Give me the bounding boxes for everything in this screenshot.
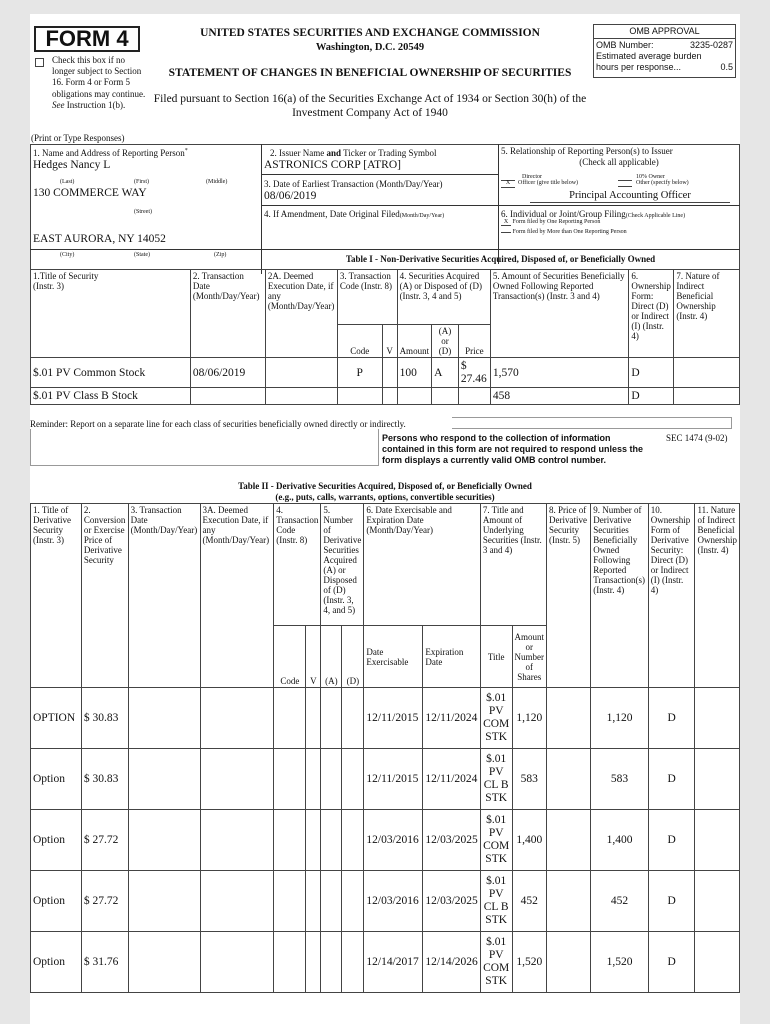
t2-r3-exer: 12/03/2016 — [364, 871, 423, 932]
t1-h2a: 2A. Deemed Execution Date, if any (Month/Day/Year) — [265, 270, 337, 358]
t2-r3-code — [274, 871, 306, 932]
street-label: (Street) — [134, 209, 152, 215]
t2-r0-d — [342, 688, 364, 749]
t2-r2-form: D — [648, 810, 695, 871]
t1-r0-price: 27.46 — [460, 372, 487, 385]
t2-r4-a — [321, 932, 342, 993]
t1-sub-amount: Amount — [397, 325, 432, 358]
t2-sub-v: V — [306, 626, 321, 688]
box1-star: * — [184, 148, 188, 154]
omb-approval-box — [593, 24, 736, 78]
t1-r0-aord: A — [432, 358, 459, 388]
officer-label: Officer (give title below) — [518, 180, 579, 186]
t2-h1: 1. Title of Derivative Security (Instr. 3) — [31, 504, 82, 688]
t2-r0-a — [321, 688, 342, 749]
box4-label-text: 4. If Amendment, Date Original Filed — [264, 209, 400, 219]
omb-title: OMB APPROVAL — [594, 25, 735, 39]
reporting-person-name: Hedges Nancy L — [33, 159, 111, 171]
first-label: (First) — [134, 179, 149, 185]
t2-r3-price: $ 27.72 — [81, 871, 128, 932]
t1-r0-form: D — [629, 358, 674, 388]
table-row — [31, 749, 740, 810]
checkbox-instr: Instruction 1(b). — [66, 99, 126, 110]
t2-r0-deemed — [200, 688, 274, 749]
t1-r1-nature — [674, 388, 740, 405]
one-person-row[interactable] — [501, 219, 600, 226]
t1-r0-code: P — [337, 358, 382, 388]
t2-h3: 3. Transaction Date (Month/Day/Year) — [128, 504, 200, 688]
t2-r3-d — [342, 871, 364, 932]
box5-sub: (Check all applicable) — [579, 157, 659, 167]
more-person-label: Form filed by More than One Reporting Person — [512, 229, 627, 235]
box4-label — [264, 209, 444, 219]
omb-hours: 0.5 — [720, 62, 733, 72]
t1-h7: 7. Nature of Indirect Beneficial Ownership (Instr. 4) — [674, 270, 740, 358]
t1-h5: 5. Amount of Securities Beneficially Owned Following Reported Transaction(s) (Instr. 3 and 4) — [490, 270, 628, 358]
reminder-box-right — [452, 417, 732, 429]
t2-h10: 10. Ownership Form of Derivative Security: Direct (D) or Indirect (I) (Instr. 4) — [648, 504, 695, 688]
table1-title: Table I - Non-Derivative Securities Acquired, Disposed of, or Beneficially Owned — [345, 254, 656, 264]
t2-sub-exp: Expiration Date — [423, 626, 480, 688]
t1-r0-title: $.01 PV Common Stock — [31, 358, 191, 388]
one-person-label: Form filed by One Reporting Person — [512, 219, 601, 225]
t1-r1-owned: 458 — [490, 388, 628, 405]
t2-r0-owned: 1,120 — [591, 688, 649, 749]
sec-code: SEC 1474 (9-02) — [666, 433, 728, 443]
no-longer-subject-checkbox[interactable] — [35, 58, 44, 67]
more-person-row[interactable] — [501, 227, 627, 235]
officer-title: Principal Accounting Officer — [530, 190, 730, 203]
t1-sub-v: V — [382, 325, 397, 358]
t2-r2-a — [321, 810, 342, 871]
t2-r4-title: Option — [31, 932, 82, 993]
t2-h9: 9. Number of Derivative Securities Beneficially Owned Following Reported Transaction(s) (Instr. 4) — [591, 504, 649, 688]
omb-number-label: OMB Number: — [596, 40, 654, 50]
t2-r0-nature — [695, 688, 740, 749]
t2-r3-a — [321, 871, 342, 932]
agency-location: Washington, D.C. 20549 — [315, 42, 425, 53]
t2-r2-date — [128, 810, 200, 871]
t2-r2-price: $ 27.72 — [81, 810, 128, 871]
box4-label-suffix: (Month/Day/Year) — [399, 213, 445, 219]
t2-r2-title: Option — [31, 810, 82, 871]
box2-label-b: and — [326, 148, 341, 158]
earliest-transaction-date: 08/06/2019 — [264, 190, 317, 202]
more-person-mark — [501, 227, 511, 233]
t2-r2-exer: 12/03/2016 — [364, 810, 423, 871]
box6-label-text: 6. Individual or Joint/Group Filing — [501, 209, 626, 219]
t2-r2-nature — [695, 810, 740, 871]
t1-r0-owned: 1,570 — [490, 358, 628, 388]
t1-r1-code — [337, 388, 382, 405]
t2-r4-d — [342, 932, 364, 993]
table2-title: Table II - Derivative Securities Acquired, Disposed of, or Beneficially Owned — [238, 481, 532, 491]
divider — [261, 205, 740, 206]
t2-r1-form: D — [648, 749, 695, 810]
t2-r2-exp: 12/03/2025 — [423, 810, 480, 871]
table-row — [31, 810, 740, 871]
t2-r4-v — [306, 932, 321, 993]
t2-r0-code — [274, 688, 306, 749]
t2-r1-ul-amount: 583 — [512, 749, 547, 810]
table-row — [31, 932, 740, 993]
t2-r1-d — [342, 749, 364, 810]
t1-r0-amount: 100 — [397, 358, 432, 388]
one-person-mark: X — [501, 219, 511, 226]
t2-r3-exp: 12/03/2025 — [423, 871, 480, 932]
t2-r4-deemed — [200, 932, 274, 993]
t1-r1-title: $.01 PV Class B Stock — [31, 388, 191, 405]
box3-label: 3. Date of Earliest Transaction (Month/Day/Year) — [264, 179, 443, 189]
box6-label-suffix: (Check Applicable Line) — [625, 213, 686, 219]
owner-label: 10% Owner — [636, 174, 665, 180]
box1-label-text: 1. Name and Address of Reporting Person — [33, 148, 185, 158]
table2-subtitle: (e.g., puts, calls, warrants, options, convertible securities) — [275, 492, 495, 502]
director-label: Director — [522, 174, 542, 180]
divider — [261, 249, 740, 250]
divider — [30, 249, 261, 250]
t1-r1-amount — [397, 388, 432, 405]
t2-h6: 6. Date Exercisable and Expiration Date (Month/Day/Year) — [364, 504, 480, 626]
t2-r1-exp: 12/11/2024 — [423, 749, 480, 810]
t2-r3-deriv-price — [547, 871, 591, 932]
city-label: (City) — [60, 252, 75, 258]
t1-sub-code: Code — [337, 325, 382, 358]
t2-r4-date — [128, 932, 200, 993]
t2-r3-ul-title: $.01 PV CL B STK — [480, 871, 512, 932]
t1-r1-deemed — [265, 388, 337, 405]
t2-sub-d: (D) — [342, 626, 364, 688]
t2-h3a: 3A. Deemed Execution Date, if any (Month/Day/Year) — [200, 504, 274, 688]
reporting-city-state-zip: EAST AURORA, NY 14052 — [33, 233, 166, 245]
t1-sub-price: Price — [458, 325, 490, 358]
other-line[interactable] — [618, 180, 632, 187]
t2-sub-code: Code — [274, 626, 306, 688]
t1-h2: 2. Transaction Date (Month/Day/Year) — [190, 270, 265, 358]
t2-sub-title: Title — [480, 626, 512, 688]
t2-r0-v — [306, 688, 321, 749]
t2-r1-exer: 12/11/2015 — [364, 749, 423, 810]
t2-r2-deemed — [200, 810, 274, 871]
t2-r0-exer: 12/11/2015 — [364, 688, 423, 749]
t2-r1-price: $ 30.83 — [81, 749, 128, 810]
t2-r1-deemed — [200, 749, 274, 810]
t2-h7: 7. Title and Amount of Underlying Securities (Instr. 3 and 4) — [480, 504, 546, 626]
t2-r3-owned: 452 — [591, 871, 649, 932]
t2-r4-ul-title: $.01 PV COM STK — [480, 932, 512, 993]
box2-label — [270, 148, 437, 158]
table-row — [31, 688, 740, 749]
reminder-text: Reminder: Report on a separate line for each class of securities beneficially owned directly or indirectly. — [30, 419, 406, 429]
t2-r2-d — [342, 810, 364, 871]
t2-r3-ul-amount: 452 — [512, 871, 547, 932]
form-title: FORM 4 — [34, 26, 140, 52]
t2-r2-code — [274, 810, 306, 871]
t2-r0-exp: 12/11/2024 — [423, 688, 480, 749]
t2-r0-form: D — [648, 688, 695, 749]
t2-r3-date — [128, 871, 200, 932]
t2-r1-title: Option — [31, 749, 82, 810]
omb-hours-label: hours per response... — [596, 62, 682, 72]
issuer-name: ASTRONICS CORP [ATRO] — [264, 159, 401, 171]
t1-h1-cell — [31, 270, 191, 358]
t2-r4-exp: 12/14/2026 — [423, 932, 480, 993]
print-note: (Print or Type Responses) — [31, 133, 125, 143]
t1-r0-price-sym: $ — [460, 359, 467, 372]
table-row — [31, 388, 740, 405]
reporting-address: 130 COMMERCE WAY — [33, 187, 147, 199]
officer-mark[interactable]: X — [501, 180, 515, 188]
t1-h1b: (Instr. 3) — [33, 281, 64, 291]
table1-header-row — [31, 270, 740, 325]
t2-r4-owned: 1,520 — [591, 932, 649, 993]
t2-r3-form: D — [648, 871, 695, 932]
other-label: Other (specify below) — [636, 180, 689, 186]
zip-label: (Zip) — [214, 252, 227, 258]
t2-r1-a — [321, 749, 342, 810]
t2-r1-nature — [695, 749, 740, 810]
t2-r2-deriv-price — [547, 810, 591, 871]
t2-r4-price: $ 31.76 — [81, 932, 128, 993]
filed-pursuant-line1: Filed pursuant to Section 16(a) of the Securities Exchange Act of 1934 or Section 30(h) of the — [153, 93, 587, 105]
checkbox-text-main: Check this box if no longer subject to Section 16. Form 4 or Form 5 obligations may continue. — [52, 55, 146, 99]
reminder-box-left — [30, 429, 379, 466]
t2-sub-a: (A) — [321, 626, 342, 688]
t2-r3-nature — [695, 871, 740, 932]
t1-r1-price — [458, 388, 490, 405]
t1-h6: 6. Ownership Form: Direct (D) or Indirect (I) (Instr. 4) — [629, 270, 674, 358]
t1-r1-v — [382, 388, 397, 405]
form-page — [30, 14, 740, 1024]
last-label: (Last) — [60, 179, 75, 185]
t1-r1-form: D — [629, 388, 674, 405]
t2-h11: 11. Nature of Indirect Beneficial Ownership (Instr. 4) — [695, 504, 740, 688]
middle-label: (Middle) — [206, 179, 228, 185]
t2-h8: 8. Price of Derivative Security (Instr. 5) — [547, 504, 591, 688]
t1-r0-date: 08/06/2019 — [190, 358, 265, 388]
t1-h1: 1.Title of Security — [33, 271, 99, 281]
table2-header-row — [31, 504, 740, 626]
t2-r2-ul-amount: 1,400 — [512, 810, 547, 871]
box2-label-c: Ticker or Trading Symbol — [341, 148, 437, 158]
omb-burden-label: Estimated average burden — [596, 51, 702, 61]
t2-r4-ul-amount: 1,520 — [512, 932, 547, 993]
omb-number: 3235-0287 — [689, 40, 733, 50]
table2 — [30, 503, 740, 993]
t2-r1-ul-title: $.01 PV CL B STK — [480, 749, 512, 810]
box5-label: 5. Relationship of Reporting Person(s) to Issuer — [501, 146, 673, 156]
table1 — [30, 269, 740, 405]
t2-r3-v — [306, 871, 321, 932]
t2-r1-date — [128, 749, 200, 810]
t2-r4-exer: 12/14/2017 — [364, 932, 423, 993]
divider — [261, 174, 498, 175]
omb-hours-row — [594, 62, 735, 73]
t1-h3: 3. Transaction Code (Instr. 8) — [337, 270, 397, 325]
box1-label — [33, 148, 188, 158]
omb-number-row — [594, 39, 735, 51]
table-row — [31, 358, 740, 388]
state-label: (State) — [134, 252, 150, 258]
box6-label — [501, 209, 685, 219]
persons-notice: Persons who respond to the collection of information contained in this form are not required to respond unless the form displays a currently valid OMB control number. — [382, 433, 644, 465]
t1-h4: 4. Securities Acquired (A) or Disposed of (D) (Instr. 3, 4 and 5) — [397, 270, 490, 325]
t1-sub-aord: (A) or (D) — [432, 325, 459, 358]
t2-r4-nature — [695, 932, 740, 993]
t2-h4: 4. Transaction Code (Instr. 8) — [274, 504, 321, 626]
t2-r0-price: $ 30.83 — [81, 688, 128, 749]
t2-r1-v — [306, 749, 321, 810]
t2-r0-ul-amount: 1,120 — [512, 688, 547, 749]
t2-r2-owned: 1,400 — [591, 810, 649, 871]
t2-r4-form: D — [648, 932, 695, 993]
t1-r0-v — [382, 358, 397, 388]
t1-r1-aord — [432, 388, 459, 405]
t2-sub-exer: Date Exercisable — [364, 626, 423, 688]
t2-r4-deriv-price — [547, 932, 591, 993]
t1-r0-price-cell — [458, 358, 490, 388]
filed-pursuant-line2: Investment Company Act of 1940 — [292, 107, 448, 119]
t2-r4-code — [274, 932, 306, 993]
t2-r0-deriv-price — [547, 688, 591, 749]
t2-r1-deriv-price — [547, 749, 591, 810]
t2-r3-title: Option — [31, 871, 82, 932]
t2-sub-amount: Amount or Number of Shares — [512, 626, 547, 688]
t1-r0-deemed — [265, 358, 337, 388]
t2-r2-ul-title: $.01 PV COM STK — [480, 810, 512, 871]
agency-name: UNITED STATES SECURITIES AND EXCHANGE COMMISSION — [200, 27, 540, 39]
t2-r3-deemed — [200, 871, 274, 932]
t2-r0-date — [128, 688, 200, 749]
statement-title: STATEMENT OF CHANGES IN BENEFICIAL OWNERSHIP OF SECURITIES — [168, 67, 572, 79]
t2-r2-v — [306, 810, 321, 871]
t1-r1-date — [190, 388, 265, 405]
t2-h5: 5. Number of Derivative Securities Acquired (A) or Disposed of (D) (Instr. 3, 4, and 5) — [321, 504, 364, 626]
t2-r0-ul-title: $.01 PV COM STK — [480, 688, 512, 749]
box2-label-a: 2. Issuer Name — [270, 148, 327, 158]
t1-r0-nature — [674, 358, 740, 388]
table-row — [31, 871, 740, 932]
t2-r0-title: OPTION — [31, 688, 82, 749]
t2-r1-owned: 583 — [591, 749, 649, 810]
t2-r1-code — [274, 749, 306, 810]
checkbox-see: See — [52, 99, 65, 110]
t2-h2: 2. Conversion or Exercise Price of Derivative Security — [81, 504, 128, 688]
